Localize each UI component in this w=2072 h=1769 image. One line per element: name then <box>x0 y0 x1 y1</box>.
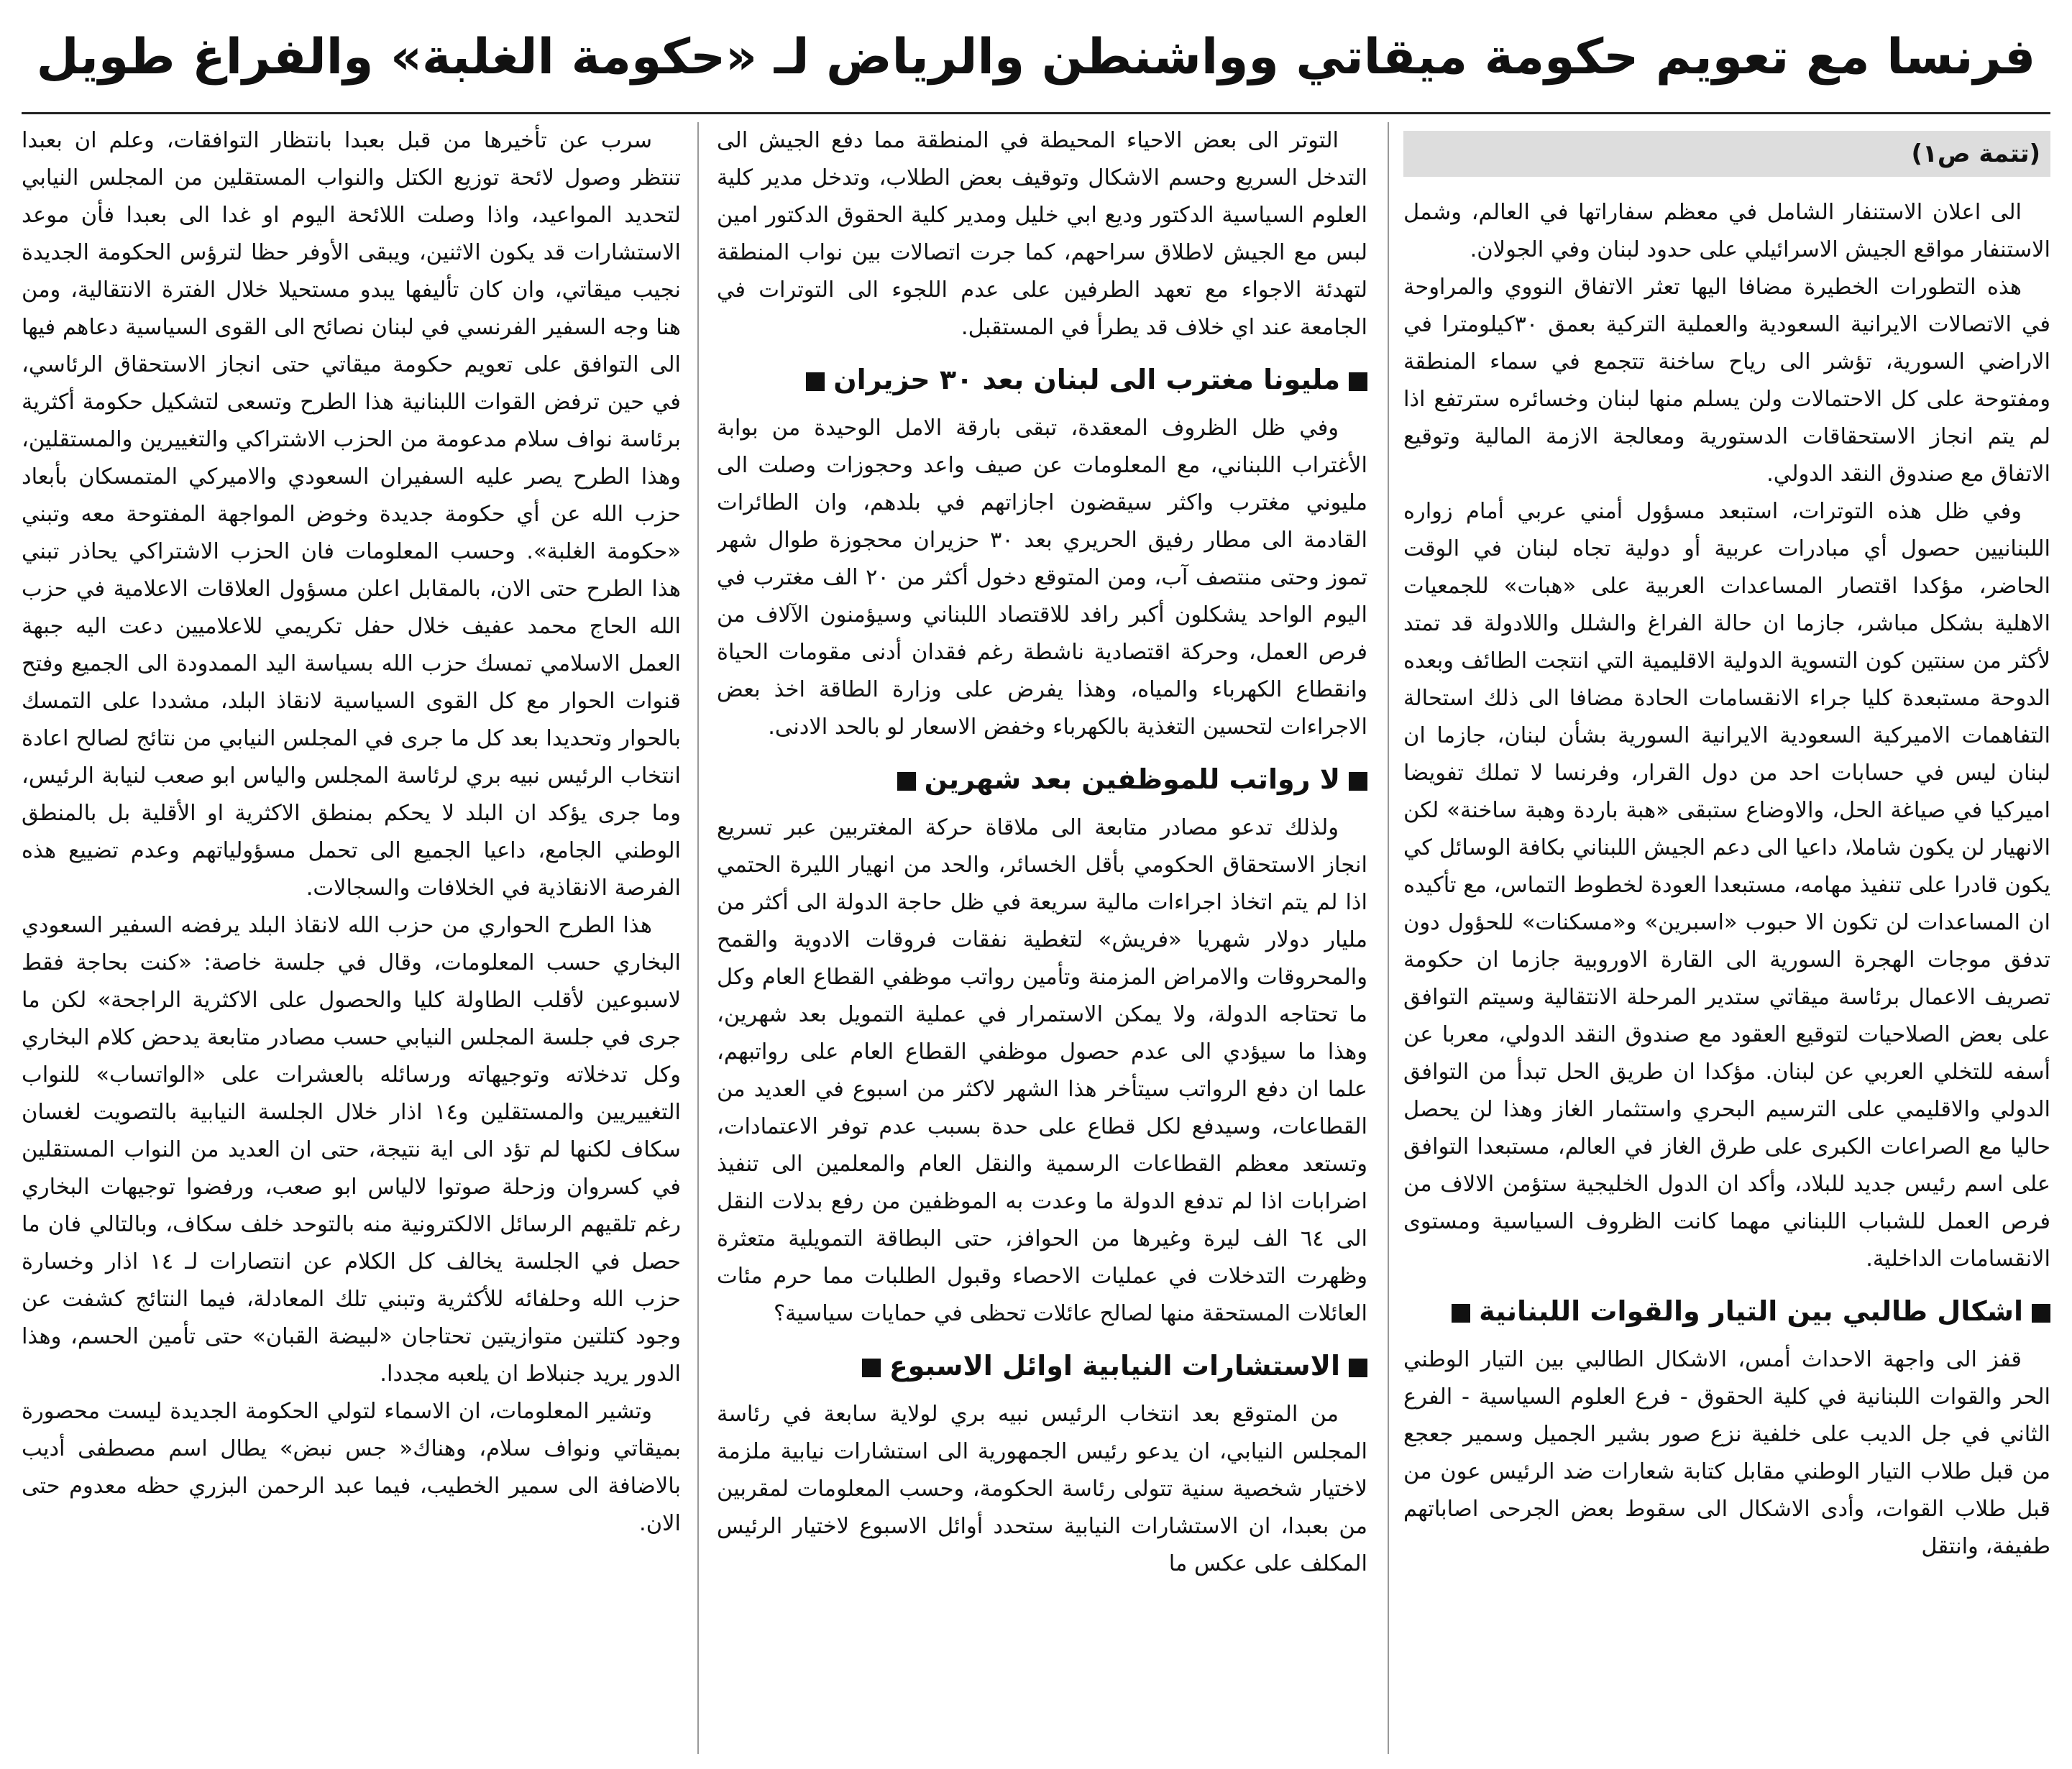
column-separator <box>697 122 699 1754</box>
paragraph: وفي ظل هذه التوترات، استبعد مسؤول أمني عربي أمام زواره اللبنانيين حصول أي مبادرات عربية أو دولية تجاه لبنان في الوقت الحاضر، مؤكدا اقتصار المساعدات العربية على «هبات» للجمعيات الاهلية بشكل مباشر، جازما ان حالة الفراغ والشلل واللادولة قد تمتد لأكثر من سنتين كون التسوية الدولية الاقليمية التي انتجت الطائف وبعده الدوحة مستبعدة كليا جراء الانقسامات الحادة مضافا الى ذلك استحالة التفاهمات الاميركية السعودية الايرانية السورية بشأن لبنان، جازما ان لبنان ليس في حسابات احد من دول القرار، وفرنسا لا تملك تفويضا اميركيا في صياغة الحل، والاوضاع ستبقى «هبة باردة وهبة ساخنة» لكن الانهيار لن يكون شاملا، داعيا الى دعم الجيش اللبناني بكافة الوسائل كي يكون قادرا على تنفيذ مهامه، مستبعدا العودة لخطوط التماس، مع تأكيده ان المساعدات لن تكون الا حبوب «اسبرين» و«مسكنات» للحؤول دون تدفق موجات الهجرة السورية الى القارة الاوروبية جازما ان حكومة تصريف الاعمال برئاسة ميقاتي ستدير المرحلة الانتقالية وسيتم التوافق على بعض الصلاحيات لتوقيع العقود مع صندوق النقد الدولي، معربا عن أسفه للتخلي العربي عن لبنان. مؤكدا ان طريق الحل تبدأ من التوافق الدولي والاقليمي على الترسيم البحري واستثمار الغاز وهذا لن يحصل حاليا مع الصراعات الكبرى على طرق الغاز في العالم، مستبعدا التوافق على اسم رئيس جديد للبلاد، وأكد ان الدول الخليجية ستؤمن الالاف من فرص العمل للشباب اللبناني مهما كانت الظروف السياسية ومستوى الانقسامات الداخلية. <box>1403 499 2050 1272</box>
paragraph: وتشير المعلومات، ان الاسماء لتولي الحكومة الجديدة ليست محصورة بميقاتي ونواف سلام، وهناك« جس نبض» يطال اسم مصطفى أديب بالاضافة الى سمير الخطيب، فيما عبد الرحمن البزري حظه معدوم حتى الان. <box>22 1399 681 1536</box>
paragraph: قفز الى واجهة الاحداث أمس، الاشكال الطالبي بين التيار الوطني الحر والقوات اللبنانية في كلية الحقوق - فرع العلوم السياسية - الفرع الثاني في جل الديب على خلفية نزع صور بشير الجميل وسمير جعجع من قبل طلاب التيار الوطني مقابل كتابة شعارات ضد الرئيس عون من قبل طلاب القوات، وأدى الاشكال الى سقوط بعض الجرحى اصاباتهم طفيفة، وانتقل <box>1403 1347 2050 1559</box>
paragraph: ولذلك تدعو مصادر متابعة الى ملاقاة حركة المغتربين عبر تسريع انجاز الاستحقاق الحكومي بأقل الخسائر، والحد من انهيار الليرة الحتمي اذا لم يتم اتخاذ اجراءات مالية سريعة في ظل حاجة الدولة الى أكثر من مليار دولار شهريا «فريش» لتغطية نفقات فروقات الادوية والقمح والمحروقات والامراض المزمنة وتأمين رواتب موظفي القطاع العام وكل ما تحتاجه الدولة، ولا يمكن الاستمرار في عملية التمويل بعد شهرين، وهذا ما سيؤدي الى عدم حصول موظفي القطاع العام على رواتبهم، علما ان دفع الرواتب سيتأخر هذا الشهر لاكثر من اسبوع في العديد من القطاعات، وسيدفع لكل قطاع على حدة بسبب عدم توفر الاعتمادات، وتستعد معظم القطاعات الرسمية والنقل العام والمعلمين الى تنفيذ اضرابات اذا لم تدفع الدولة ما وعدت به الموظفين من رفع بدلات النقل الى ٦٤ الف ليرة وغيرها من الحوافز، حتى البطاقة التمويلية متعثرة وظهرت التدخلات في عمليات الاحصاء وقبول الطلبات مما حرم مئات العائلات المستحقة منها لصالح عائلات تحظى في حمايات سياسية؟ <box>717 815 1367 1326</box>
headline: فرنسا مع تعويم حكومة ميقاتي وواشنطن والرياض لـ «حكومة الغلبة» والفراغ طويل <box>36 29 2036 86</box>
bullet-square-icon <box>1349 1359 1367 1377</box>
paragraph: سرب عن تأخيرها من قبل بعبدا بانتظار التوافقات، وعلم ان بعبدا تنتظر وصول لائحة توزيع الكتل والنواب المستقلين من المجلس النيابي لتحديد المواعيد، واذا وصلت اللائحة اليوم او غدا الى بعبدا فأن موعد الاستشارات قد يكون الاثنين، ويبقى الأوفر حظا لترؤس الحكومة الجديدة نجيب ميقاتي، وان كان تأليفها يبدو مستحيلا خلال الفترة الانتقالية، ومن هنا وجه السفير الفرنسي في لبنان نصائح الى القوى السياسية دعاهم فيها الى التوافق على تعويم حكومة ميقاتي حتى انجاز الاستحقاق الرئاسي، في حين ترفض القوات اللبنانية هذا الطرح وتسعى لتشكيل حكومة أكثرية برئاسة نواف سلام مدعومة من الحزب الاشتراكي والتغييرين والمستقلين، وهذا الطرح يصر عليه السفيران السعودي والاميركي المتمسكان بأبعاد حزب الله عن أي حكومة جديدة وخوض المواجهة المفتوحة معه وتبني «حكومة الغلبة». وحسب المعلومات فان الحزب الاشتراكي يحاذر تبني هذا الطرح حتى الان، بالمقابل اعلن مسؤول العلاقات الاعلامية في حزب الله الحاج محمد عفيف خلال حفل تكريمي للاعلاميين دعت اليه جبهة العمل الاسلامي تمسك حزب الله بسياسة اليد الممدودة الى الجميع وفتح قنوات الحوار مع كل القوى السياسية لانقاذ البلد، مشددا على التمسك بالحوار وتحديدا بعد كل ما جرى في المجلس النيابي من نتائج لصالح اعادة انتخاب الرئيس نبيه بري لرئاسة المجلس والياس ابو صعب لنيابة الرئيس، وما جرى يؤكد ان البلد لا يحكم بمنطق الاكثرية او الأقلية بل بالمنطق الوطني الجامع، داعيا الجميع الى تحمل مسؤولياتهم وعدم تضييع هذه الفرصة الانقاذية في الخلافات والسجالات. <box>22 128 681 901</box>
bullet-square-icon <box>862 1359 881 1377</box>
bullet-square-icon <box>1452 1304 1470 1323</box>
bullet-square-icon <box>806 372 825 391</box>
paragraph: وفي ظل الظروف المعقدة، تبقى بارقة الامل الوحيدة من بوابة الأغتراب اللبناني، مع المعلومات عن صيف واعد وحجوزات وصلت الى مليوني مغترب واكثر سيقضون اجازاتهم في بلدهم، وان الطائرات القادمة الى مطار رفيق الحريري بعد ٣٠ حزيران محجوزة طوال شهر تموز وحتى منتصف آب، ومن المتوقع دخول أكثر من ٢٠ الف مغترب في اليوم الواحد يشكلون أكبر رافد للاقتصاد اللبناني وسيؤمنون الآلاف من فرص العمل، وحركة اقتصادية ناشطة رغم فقدان أدنى مقومات الحياة وانقطاع الكهرباء والمياه، وهذا يفرض على وزارة الطاقة اخذ بعض الاجراءات لتحسين التغذية بالكهرباء وخفض الاسعار لو بالحد الادنى. <box>717 415 1367 740</box>
bullet-square-icon <box>2032 1304 2050 1323</box>
column-separator <box>1388 122 1389 1754</box>
bullet-square-icon <box>1349 772 1367 791</box>
section-heading-text: لا رواتب للموظفين بعد شهرين <box>924 763 1340 795</box>
paragraph: الى اعلان الاستنفار الشامل في معظم سفاراتها في العالم، وشمل الاستنفار مواقع الجيش الاسرائيلي على حدود لبنان وفي الجولان. <box>1403 200 2050 262</box>
paragraph: من المتوقع بعد انتخاب الرئيس نبيه بري لولاية سابعة في رئاسة المجلس النيابي، ان يدعو رئيس الجمهورية الى استشارات نيابية ملزمة لاختيار شخصية سنية تتولى رئاسة الحكومة، وحسب المعلومات لمقربين من بعبدا، ان الاستشارات النيابية ستحدد أوائل الاسبوع لاختيار الرئيس المكلف على عكس ما <box>717 1402 1367 1576</box>
continued-label: (تتمة ص١) <box>1403 131 2050 177</box>
section-heading-text: الاستشارات النيابية اوائل الاسبوع <box>889 1350 1340 1382</box>
paragraph: هذه التطورات الخطيرة مضافا اليها تعثر الاتفاق النووي والمراوحة في الاتصالات الايرانية السعودية والعملية التركية بعمق ٣٠كيلومترا في الاراضي السورية، تؤشر الى رياح ساخنة تتجمع في سماء المنطقة ومفتوحة على كل الاحتمالات ولن يسلم منها لبنان وخسائره سترتفع اذا لم يتم انجاز الاستحقاقات الدستورية ومعالجة الازمة المالية وتوقيع الاتفاق مع صندوق النقد الدولي. <box>1403 275 2050 487</box>
section-heading <box>717 357 1367 403</box>
section-heading-text: مليونا مغترب الى لبنان بعد ٣٠ حزيران <box>833 364 1340 395</box>
headline-rule <box>22 112 2050 114</box>
section-heading <box>717 1343 1367 1389</box>
paragraph: هذا الطرح الحواري من حزب الله لانقاذ البلد يرفضه السفير السعودي البخاري حسب المعلومات، وقال في جلسة خاصة: «كنت بحاجة فقط لاسبوعين لأقلب الطاولة كليا والحصول على الاكثرية الراجحة» لكن ما جرى في جلسة المجلس النيابي حسب مصادر متابعة يدحض كلام البخاري وكل تدخلاته وتوجيهاته ورسائله بالعشرات على «الواتساب» للنواب التغييريين والمستقلين و١٤ اذار خلال الجلسة النيابية بالتصويت لغسان سكاف لكنها لم تؤد الى اية نتيجة، حتى ان العديد من النواب المستقلين في كسروان وزحلة صوتوا لالياس ابو صعب، ورفضوا توجيهات البخاري رغم تلقيهم الرسائل الالكترونية منه بالتوحد خلف سكاف، وبالتالي فان ما حصل في الجلسة يخالف كل الكلام عن انتصارات لـ ١٤ اذار وخسارة حزب الله وحلفائه للأكثرية وتبني تلك المعادلة، فيما النتائج كشفت عن وجود كتلتين متوازيتين تحتاجان «لبيضة القبان» حتى تأمين الحسم، وهذا الدور يريد جنبلاط ان يلعبه مجددا. <box>22 913 681 1387</box>
section-heading-text: اشكال طالبي بين التيار والقوات اللبنانية <box>1479 1295 2023 1327</box>
article-column-3 <box>22 122 681 1761</box>
article-column-1 <box>1403 122 2050 1761</box>
paragraph: التوتر الى بعض الاحياء المحيطة في المنطقة مما دفع الجيش الى التدخل السريع وحسم الاشكال وتوقيف بعض الطلاب، وتدخل مدير كلية العلوم السياسية الدكتور وديع ابي خليل ومدير كلية الحقوق الدكتور امين لبس مع الجيش لاطلاق سراحهم، كما جرت اتصالات بين نواب المنطقة لتهدئة الاجواء مع تعهد الطرفين على عدم اللجوء الى التوترات في الجامعة عند اي خلاف قد يطرأ في المستقبل. <box>717 128 1367 340</box>
bullet-square-icon <box>897 772 916 791</box>
section-heading <box>717 756 1367 802</box>
bullet-square-icon <box>1349 372 1367 391</box>
article-column-2 <box>717 122 1367 1761</box>
section-heading <box>1403 1288 2050 1334</box>
